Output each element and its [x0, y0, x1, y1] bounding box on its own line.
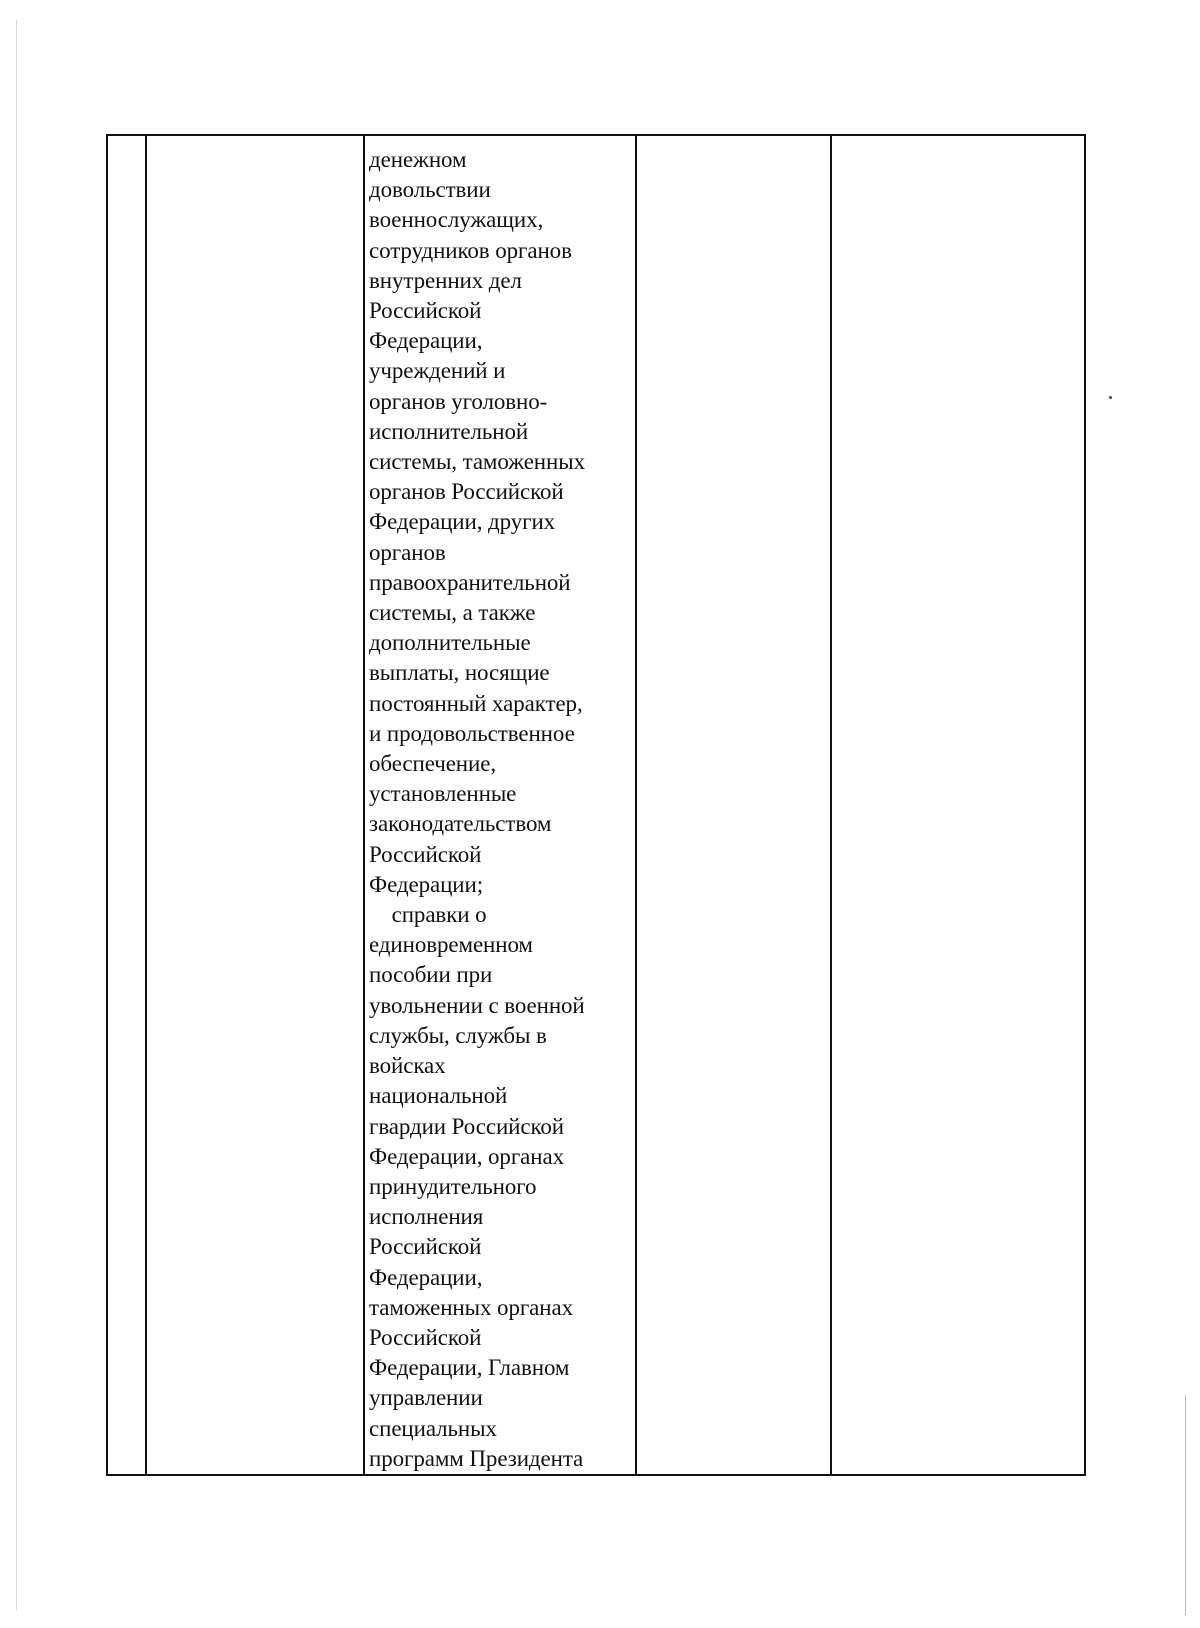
table-cell-col-2	[146, 135, 364, 1475]
table-cell-col-3	[364, 135, 636, 1475]
cell-text	[637, 136, 830, 145]
cell-text	[147, 136, 363, 145]
cell-text: денежном довольствии военнослужащих, сотрудников органов внутренних дел Российской Федерации, учреждений и органов уголовно- исполнительной системы, таможенных органов Российской Федерации, других органов правоохранительной системы, а также дополнительные выплаты, носящие постоянный характер, и продовольственное обеспечение, установленные законодательством Российской Федерации; справки о единовременном пособии при увольнении с военной службы, службы в войсках национальной гвардии Российской Федерации, органах принудительного исполнения Российской Федерации, таможенных органах Российской Федерации, Главном управлении специальных программ Президента	[369, 147, 585, 1471]
table-cell-col-1	[107, 135, 146, 1475]
cell-text	[108, 136, 145, 145]
scan-left-edge	[16, 20, 17, 1610]
cell-text	[832, 136, 1084, 145]
scan-speck	[1109, 396, 1112, 399]
table-cell-col-5	[831, 135, 1085, 1475]
scan-right-edge	[1185, 1395, 1186, 1615]
document-table	[106, 134, 1086, 1476]
table-cell-col-4	[636, 135, 831, 1475]
table-row	[107, 135, 1085, 1475]
